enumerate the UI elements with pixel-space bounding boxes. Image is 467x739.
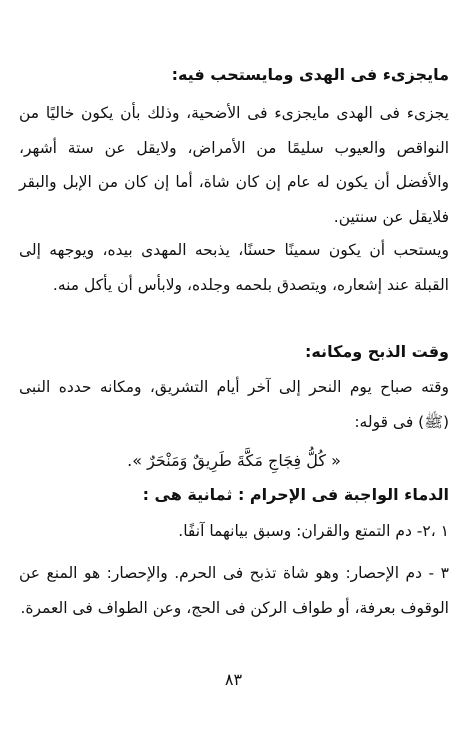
hadith-quote: « كُلُّ فِجَاجِ مَكَّةَ طَرِيقٌ وَمَنْحَرٌ ».	[127, 451, 341, 470]
paragraph-sacrifice-recommendations: ويستحب أن يكون سمينًا حسنًا، يذبحه المهدى بيده، ويوجهه إلى القبلة عند إشعاره، ويتصدق بلحمه وجلده، ولابأس أن يأكل منه.	[19, 241, 449, 294]
list-item-tamattu-qiran: ١ ،٢- دم التمتع والقران: وسبق بيانهما آنفًا.	[178, 522, 449, 540]
page-number: ٨٣	[224, 670, 243, 689]
paragraph-time-place: وقته صباح يوم النحر إلى آخر أيام التشريق، ومكانه حدده النبى (ﷺ) فى قوله:	[19, 378, 449, 431]
section-heading-obligatory-bloods: الدماء الواجبة فى الإحرام : ثمانية هى :	[142, 485, 449, 504]
list-item-ihsar: ٣ - دم الإحصار: وهو شاة تذبح فى الحرم. والإحصار: هو المنع عن الوقوف بعرفة، أو طواف الركن فى الحج، وعن الطواف فى العمرة.	[19, 564, 449, 617]
section-heading-sacrifice: مايجزىء فى الهدى ومايستحب فيه:	[171, 65, 449, 84]
section-heading-time-place: وقت الذبح ومكانه:	[304, 342, 449, 361]
paragraph-sacrifice-conditions: يجزىء فى الهدى مايجزىء فى الأضحية، وذلك بأن يكون خاليًا من النواقص والعيوب سليمًا من الأمراض، ولايقل عن ستة أشهر، والأفضل أن يكون له عام إن كان شاة، أما إن كان من الإبل والبقر فلايقل عن سنتين.	[19, 104, 449, 226]
